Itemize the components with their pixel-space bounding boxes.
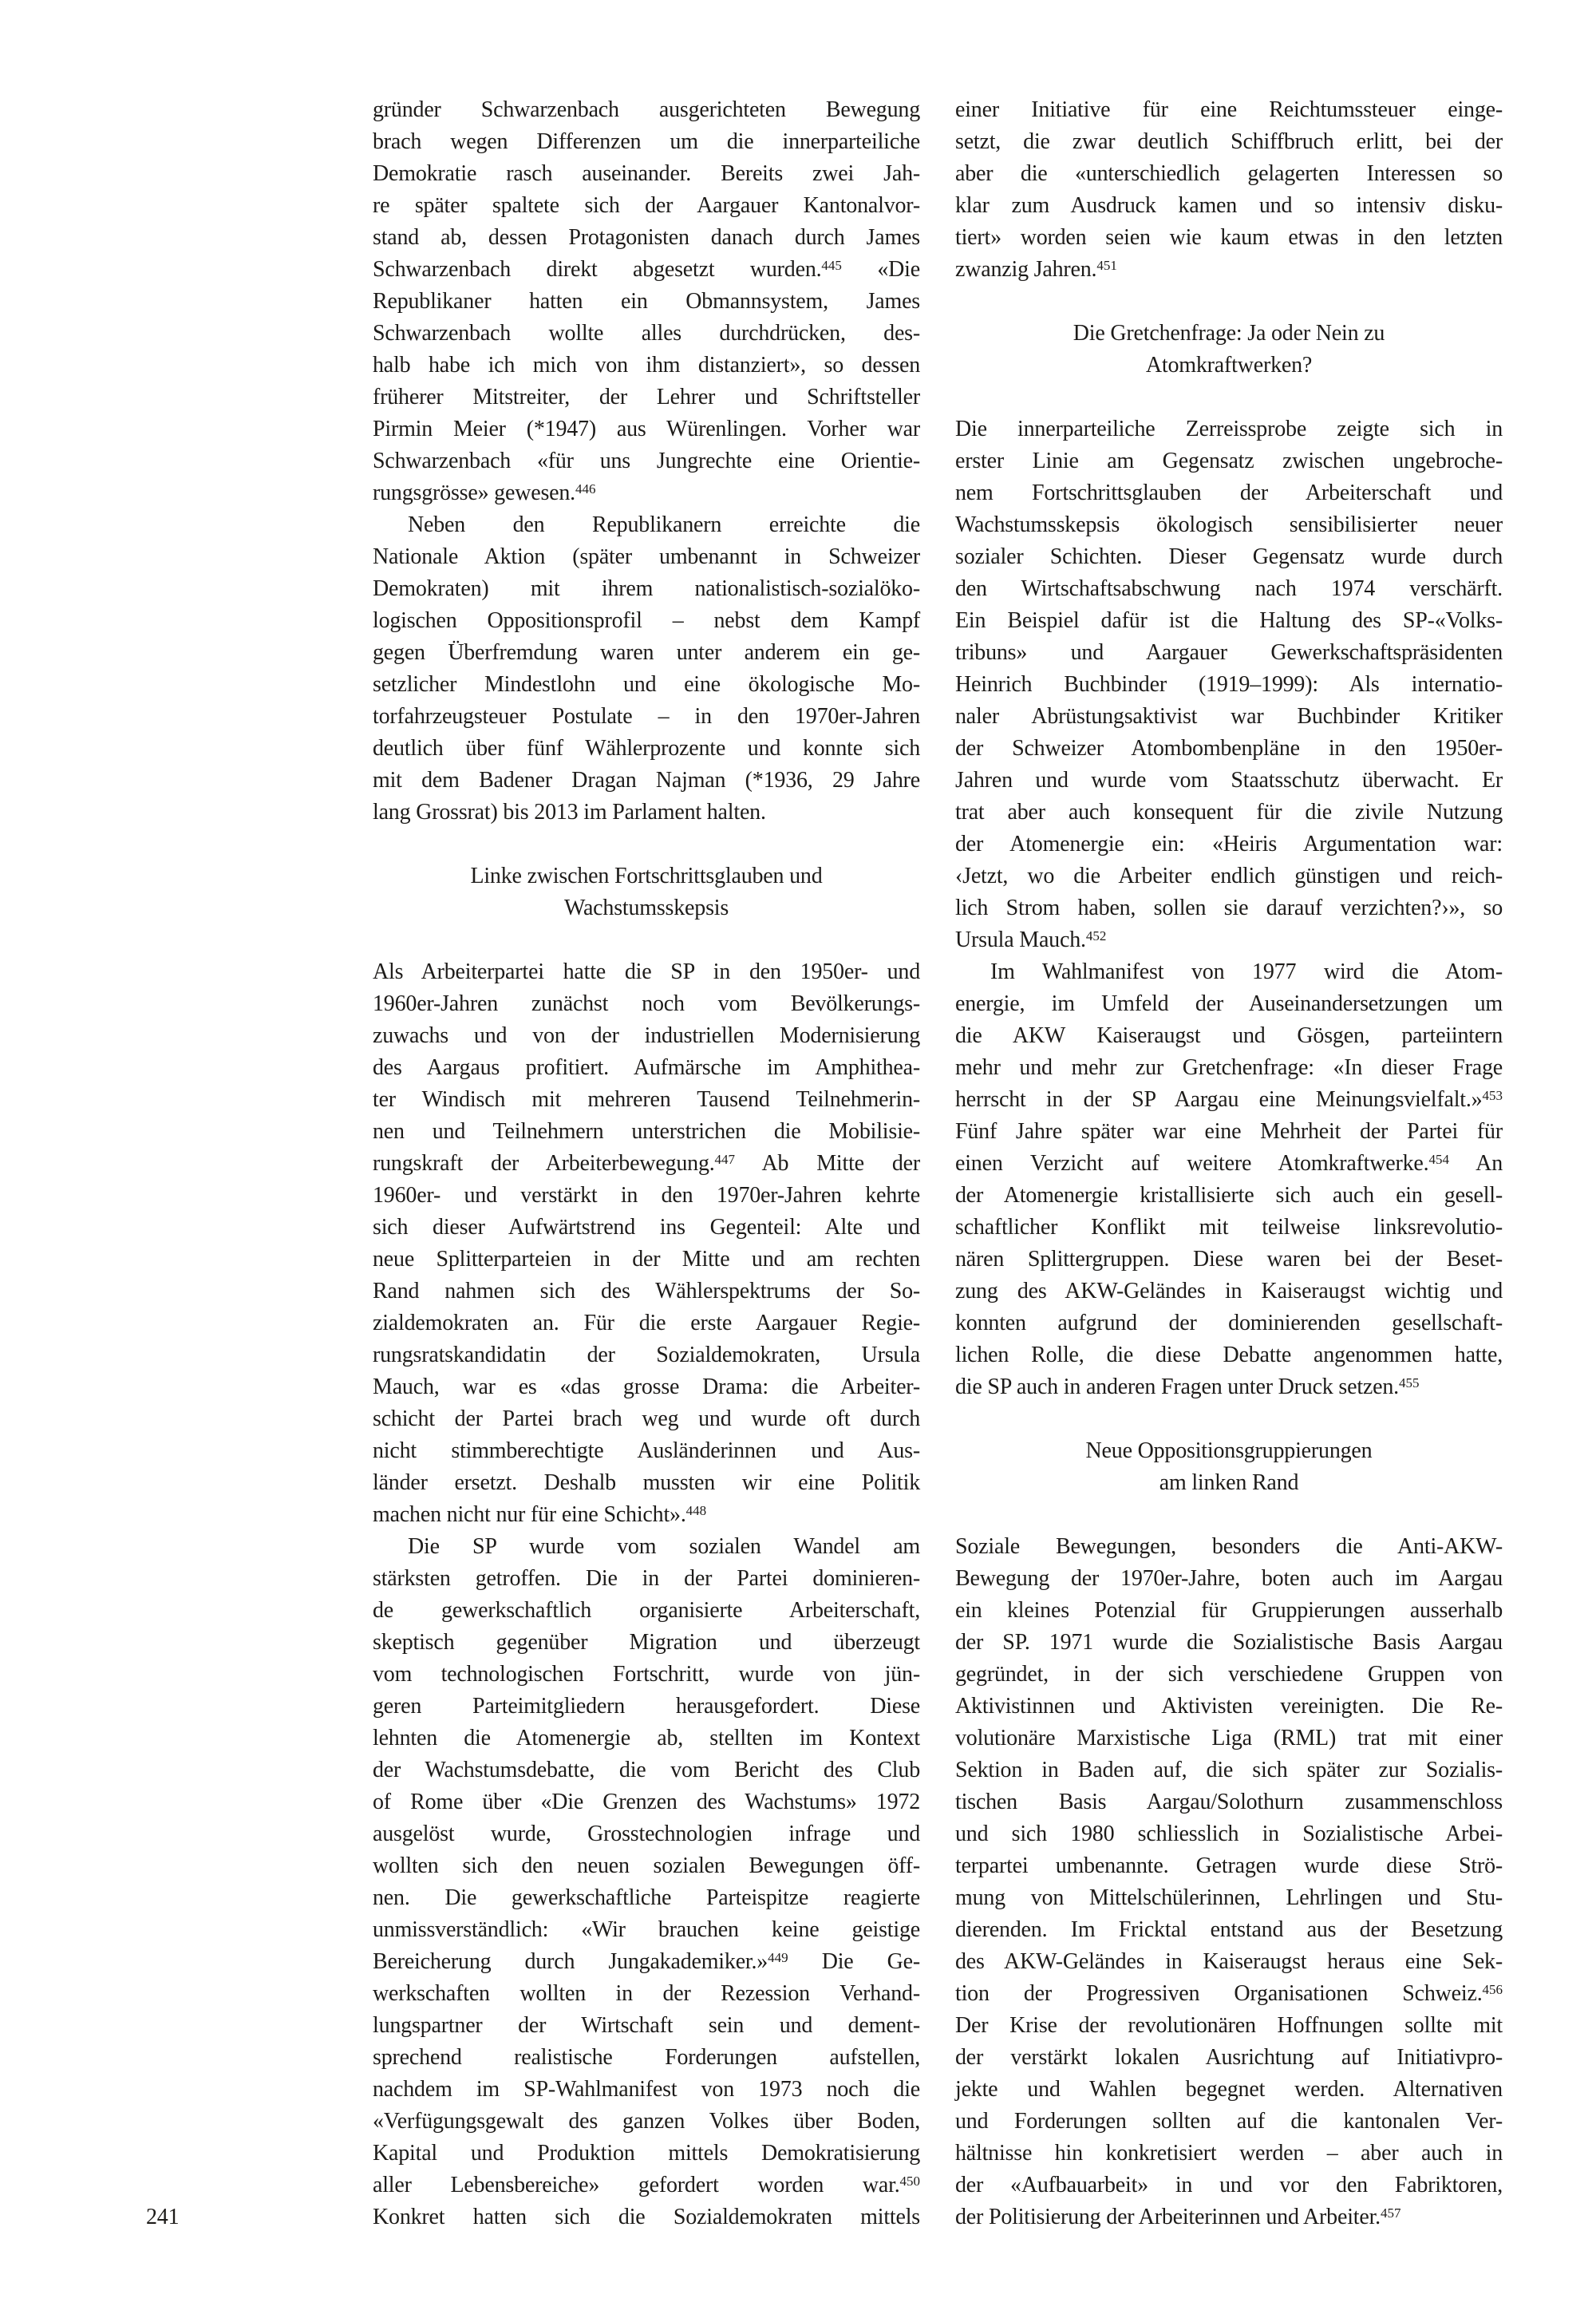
footnote-marker: 450: [899, 2174, 920, 2189]
text-line: ‹Jetzt, wo die Arbeiter endlich günstigen und reich-: [955, 864, 1503, 888]
text-line: sprechend realistische Forderungen aufstellen,: [373, 2045, 920, 2070]
text-line: Bereicherung durch Jungakademiker.»$^{449}$ Die Ge-: [373, 1949, 920, 1974]
footnote-marker: 449: [768, 1950, 788, 1966]
text-line: tiert» worden seien wie kaum etwas in den letzten: [955, 225, 1503, 250]
text-line: Pirmin Meier (*1947) aus Würenlingen. Vorher war: [373, 417, 920, 441]
text-line: mehr und mehr zur Gretchenfrage: «In dieser Frage: [955, 1055, 1503, 1080]
text-line: gegen Überfremdung waren unter anderem ein ge-: [373, 640, 920, 665]
text-line: sich dieser Aufwärtstrend ins Gegenteil: Alte und: [373, 1215, 920, 1240]
heading-line: am linken Rand: [1159, 1470, 1299, 1495]
text-line: mit dem Badener Dragan Najman (*1936, 29 Jahre: [373, 768, 920, 793]
text-line: lungspartner der Wirtschaft sein und dement-: [373, 2013, 920, 2038]
text-line: und sich 1980 schliesslich in Sozialistische Arbei-: [955, 1822, 1503, 1846]
text-line: Bewegung der 1970er-Jahre, boten auch im Aargau: [955, 1566, 1503, 1591]
text-line: der Atomenergie kristallisierte sich auch ein gesell-: [955, 1183, 1503, 1208]
text-line: Demokratie rasch auseinander. Bereits zwei Jah-: [373, 161, 920, 186]
text-line: Republikaner hatten ein Obmannsystem, James: [373, 289, 920, 314]
text-line: zwanzig Jahren.$^{451}$: [955, 257, 1117, 282]
text-line: der Schweizer Atombombenpläne in den 1950er-: [955, 736, 1503, 761]
text-line: gegründet, in der sich verschiedene Gruppen von: [955, 1662, 1503, 1687]
text-line: geren Parteimitgliedern herausgefordert. Diese: [373, 1694, 920, 1719]
paragraph: [373, 94, 920, 509]
text-line: rungskraft der Arbeiterbewegung.$^{447}$ Ab Mitte der: [373, 1151, 920, 1176]
text-line: hältnisse hin konkretisiert werden – aber auch in: [955, 2141, 1503, 2166]
footnote-marker: 452: [1085, 928, 1107, 944]
text-line: mung von Mittelschülerinnen, Lehrlingen und Stu-: [955, 1885, 1503, 1910]
text-line: nem Fortschrittsglauben der Arbeiterschaft und: [955, 481, 1503, 505]
text-line: Soziale Bewegungen, besonders die Anti-AKW-: [955, 1534, 1503, 1559]
text-line: skeptisch gegenüber Migration und überzeugt: [373, 1630, 920, 1655]
text-line: wollten sich den neuen sozialen Bewegungen öff-: [373, 1853, 920, 1878]
section-heading: [373, 860, 920, 924]
text-line: of Rome über «Die Grenzen des Wachstums» 1972: [373, 1790, 920, 1814]
text-line: energie, im Umfeld der Auseinandersetzungen um: [955, 991, 1503, 1016]
text-line: Die innerparteiliche Zerreissprobe zeigte sich in: [955, 417, 1503, 441]
text-line: nen und Teilnehmern unterstrichen die Mobilisie-: [373, 1119, 920, 1144]
text-line: aller Lebensbereiche» gefordert worden war.$^{450}$: [373, 2173, 920, 2197]
text-line: Nationale Aktion (später umbenannt in Schweizer: [373, 544, 920, 569]
text-line: naler Abrüstungsaktivist war Buchbinder Kritiker: [955, 704, 1503, 729]
text-line: 1960er-Jahren zunächst noch vom Bevölkerungs-: [373, 991, 920, 1016]
text-line: unmissverständlich: «Wir brauchen keine geistige: [373, 1917, 920, 1942]
text-line: rungsgrösse» gewesen.$^{446}$: [373, 481, 596, 505]
text-line: ter Windisch mit mehreren Tausend Teilnehmerin-: [373, 1087, 920, 1112]
text-line: volutionäre Marxistische Liga (RML) trat mit einer: [955, 1726, 1503, 1750]
text-line: Jahren und wurde vom Staatsschutz überwacht. Er: [955, 768, 1503, 793]
text-line: Ursula Mauch.$^{452}$: [955, 928, 1107, 952]
text-line: re später spaltete sich der Aargauer Kantonalvor-: [373, 193, 920, 218]
text-line: stand ab, dessen Protagonisten danach durch James: [373, 225, 920, 250]
text-line: Der Krise der revolutionären Hoffnungen sollte mit: [955, 2013, 1503, 2038]
footnote-marker: 453: [1482, 1088, 1503, 1104]
text-line: nären Splittergruppen. Diese waren bei der Beset-: [955, 1247, 1503, 1272]
text-line: klar zum Ausdruck kamen und so intensiv disku-: [955, 193, 1503, 218]
text-line: trat aber auch konsequent für die zivile Nutzung: [955, 800, 1503, 825]
text-line: lichen Rolle, die diese Debatte angenommen hatte,: [955, 1343, 1503, 1367]
text-line: Heinrich Buchbinder (1919–1999): Als internatio-: [955, 672, 1503, 697]
page-number: 241: [146, 2205, 180, 2229]
paragraph: [955, 956, 1503, 1403]
text-line: setzt, die zwar deutlich Schiffbruch erlitt, bei der: [955, 129, 1503, 154]
paragraph: [373, 956, 920, 1531]
paragraph: [955, 413, 1503, 956]
text-line: «Verfügungsgewalt des ganzen Volkes über Boden,: [373, 2109, 920, 2134]
text-line: Im Wahlmanifest von 1977 wird die Atom-: [990, 959, 1503, 984]
footnote-marker: 451: [1096, 258, 1117, 274]
text-line: der Politisierung der Arbeiterinnen und Arbeiter.$^{457}$: [955, 2205, 1401, 2229]
text-line: nachdem im SP-Wahlmanifest von 1973 noch die: [373, 2077, 920, 2102]
paragraph: [373, 1531, 920, 2233]
text-line: Mauch, war es «das grosse Drama: die Arbeiter-: [373, 1375, 920, 1399]
text-line: zialdemokraten an. Für die erste Aargauer Regie-: [373, 1311, 920, 1335]
text-line: Schwarzenbach «für uns Jungrechte eine Orientie-: [373, 449, 920, 473]
text-line: einer Initiative für eine Reichtumssteuer einge-: [955, 97, 1503, 122]
text-line: nen. Die gewerkschaftliche Parteispitze reagierte: [373, 1885, 920, 1910]
text-line: rungsratskandidatin der Sozialdemokraten, Ursula: [373, 1343, 920, 1367]
footnote-marker: 446: [575, 481, 596, 497]
text-line: 1960er- und verstärkt in den 1970er-Jahren kehrte: [373, 1183, 920, 1208]
footnote-marker: 447: [714, 1152, 736, 1168]
text-line: terpartei umbenannte. Getragen wurde diese Strö-: [955, 1853, 1503, 1878]
text-line: den Wirtschaftsabschwung nach 1974 verschärft.: [955, 576, 1503, 601]
text-line: tischen Basis Aargau/Solothurn zusammenschloss: [955, 1790, 1503, 1814]
text-line: Die SP wurde vom sozialen Wandel am: [408, 1534, 920, 1559]
text-line: tribuns» und Aargauer Gewerkschaftspräsidenten: [955, 640, 1503, 665]
text-line: sozialer Schichten. Dieser Gegensatz wurde durch: [955, 544, 1503, 569]
text-line: nicht stimmberechtigte Ausländerinnen und Aus-: [373, 1438, 920, 1463]
text-line: Ein Beispiel dafür ist die Haltung des SP-«Volks-: [955, 608, 1503, 633]
text-line: Aktivistinnen und Aktivisten vereinigten. Die Re-: [955, 1694, 1503, 1719]
text-line: lich Strom haben, sollen sie darauf verzichten?›», so: [955, 896, 1503, 920]
text-line: konnten aufgrund der dominierenden gesellschaft-: [955, 1311, 1503, 1335]
text-line: neue Splitterparteien in der Mitte und am rechten: [373, 1247, 920, 1272]
text-line: stärksten getroffen. Die in der Partei dominieren-: [373, 1566, 920, 1591]
text-line: vom technologischen Fortschritt, wurde von jün-: [373, 1662, 920, 1687]
text-line: brach wegen Differenzen um die innerparteiliche: [373, 129, 920, 154]
text-line: die AKW Kaiseraugst und Gösgen, parteiintern: [955, 1023, 1503, 1048]
heading-line: Die Gretchenfrage: Ja oder Nein zu: [1073, 321, 1385, 346]
text-line: ein kleines Potenzial für Gruppierungen ausserhalb: [955, 1598, 1503, 1623]
text-line: zuwachs und von der industriellen Modernisierung: [373, 1023, 920, 1048]
text-line: der Wachstumsdebatte, die vom Bericht des Club: [373, 1758, 920, 1782]
left-column: [373, 94, 920, 2233]
text-line: lang Grossrat) bis 2013 im Parlament halten.: [373, 800, 766, 825]
text-line: der «Aufbauarbeit» in und vor den Fabriktoren,: [955, 2173, 1503, 2197]
text-line: dierenden. Im Fricktal entstand aus der Besetzung: [955, 1917, 1503, 1942]
heading-line: Linke zwischen Fortschrittsglauben und: [470, 864, 823, 888]
text-line: Wachstumsskepsis ökologisch sensibilisierter neuer: [955, 512, 1503, 537]
footnote-marker: 456: [1482, 1982, 1503, 1998]
text-line: Konkret hatten sich die Sozialdemokraten mittels: [373, 2205, 920, 2229]
heading-line: Neue Oppositionsgruppierungen: [1085, 1438, 1373, 1463]
text-line: Neben den Republikanern erreichte die: [408, 512, 920, 537]
text-line: Fünf Jahre später war eine Mehrheit der Partei für: [955, 1119, 1503, 1144]
text-line: Sektion in Baden auf, die sich später zur Sozialis-: [955, 1758, 1503, 1782]
text-line: erster Linie am Gegensatz zwischen ungebroche-: [955, 449, 1503, 473]
paragraph: [373, 509, 920, 829]
text-line: de gewerkschaftlich organisierte Arbeiterschaft,: [373, 1598, 920, 1623]
text-line: Demokraten) mit ihrem nationalistisch-sozialöko-: [373, 576, 920, 601]
text-line: und Forderungen sollten auf die kantonalen Ver-: [955, 2109, 1503, 2134]
heading-line: Atomkraftwerken?: [1145, 353, 1313, 378]
text-line: Schwarzenbach wollte alles durchdrücken, des-: [373, 321, 920, 346]
text-line: halb habe ich mich von ihm distanziert», so dessen: [373, 353, 920, 378]
footnote-marker: 455: [1398, 1375, 1420, 1391]
footnote-marker: 454: [1428, 1152, 1449, 1168]
text-line: Kapital und Produktion mittels Demokratisierung: [373, 2141, 920, 2166]
text-line: ausgelöst wurde, Grosstechnologien infrage und: [373, 1822, 920, 1846]
text-line: deutlich über fünf Wählerprozente und konnte sich: [373, 736, 920, 761]
text-line: lehnten die Atomenergie ab, stellten im Kontext: [373, 1726, 920, 1750]
section-heading: [955, 318, 1503, 382]
text-line: einen Verzicht auf weitere Atomkraftwerke.$^{454}$ An: [955, 1151, 1503, 1176]
right-column: [955, 94, 1503, 2233]
text-line: machen nicht nur für eine Schicht».$^{448}$: [373, 1502, 707, 1527]
text-line: des AKW-Geländes in Kaiseraugst heraus eine Sek-: [955, 1949, 1503, 1974]
footnote-marker: 457: [1380, 2205, 1401, 2221]
text-columns: [373, 94, 1503, 2233]
paragraph: [955, 94, 1503, 286]
text-line: früherer Mitstreiter, der Lehrer und Schriftsteller: [373, 385, 920, 409]
text-line: der verstärkt lokalen Ausrichtung auf Initiativpro-: [955, 2045, 1503, 2070]
text-line: Schwarzenbach direkt abgesetzt wurden.$^{445}$ «Die: [373, 257, 920, 282]
text-line: länder ersetzt. Deshalb mussten wir eine Politik: [373, 1470, 920, 1495]
text-line: gründer Schwarzenbach ausgerichteten Bewegung: [373, 97, 920, 122]
text-line: jekte und Wahlen begegnet werden. Alternativen: [955, 2077, 1503, 2102]
text-line: tion der Progressiven Organisationen Schweiz.$^{456}$: [955, 1981, 1503, 2006]
text-line: torfahrzeugsteuer Postulate – in den 1970er-Jahren: [373, 704, 920, 729]
text-line: schicht der Partei brach weg und wurde oft durch: [373, 1406, 920, 1431]
text-line: schaftlicher Konflikt mit teilweise linksrevolutio-: [955, 1215, 1503, 1240]
text-line: logischen Oppositionsprofil – nebst dem Kampf: [373, 608, 920, 633]
text-line: Als Arbeiterpartei hatte die SP in den 1950er- und: [373, 959, 920, 984]
footnote-marker: 448: [685, 1503, 707, 1519]
footnote-marker: 445: [821, 258, 842, 274]
text-line: herrscht in der SP Aargau eine Meinungsvielfalt.»$^{453}$: [955, 1087, 1503, 1112]
text-line: der SP. 1971 wurde die Sozialistische Basis Aargau: [955, 1630, 1503, 1655]
text-line: Rand nahmen sich des Wählerspektrums der So-: [373, 1279, 920, 1303]
text-line: aber die «unterschiedlich gelagerten Interessen so: [955, 161, 1503, 186]
text-line: zung des AKW-Geländes in Kaiseraugst wichtig und: [955, 1279, 1503, 1303]
section-heading: [955, 1435, 1503, 1499]
text-line: setzlicher Mindestlohn und eine ökologische Mo-: [373, 672, 920, 697]
paragraph: [955, 1531, 1503, 2233]
text-line: der Atomenergie ein: «Heiris Argumentation war:: [955, 832, 1503, 856]
text-line: des Aargaus profitiert. Aufmärsche im Amphithea-: [373, 1055, 920, 1080]
heading-line: Wachstumsskepsis: [563, 896, 729, 920]
text-line: werkschaften wollten in der Rezession Verhand-: [373, 1981, 920, 2006]
text-line: die SP auch in anderen Fragen unter Druck setzen.$^{455}$: [955, 1375, 1420, 1399]
